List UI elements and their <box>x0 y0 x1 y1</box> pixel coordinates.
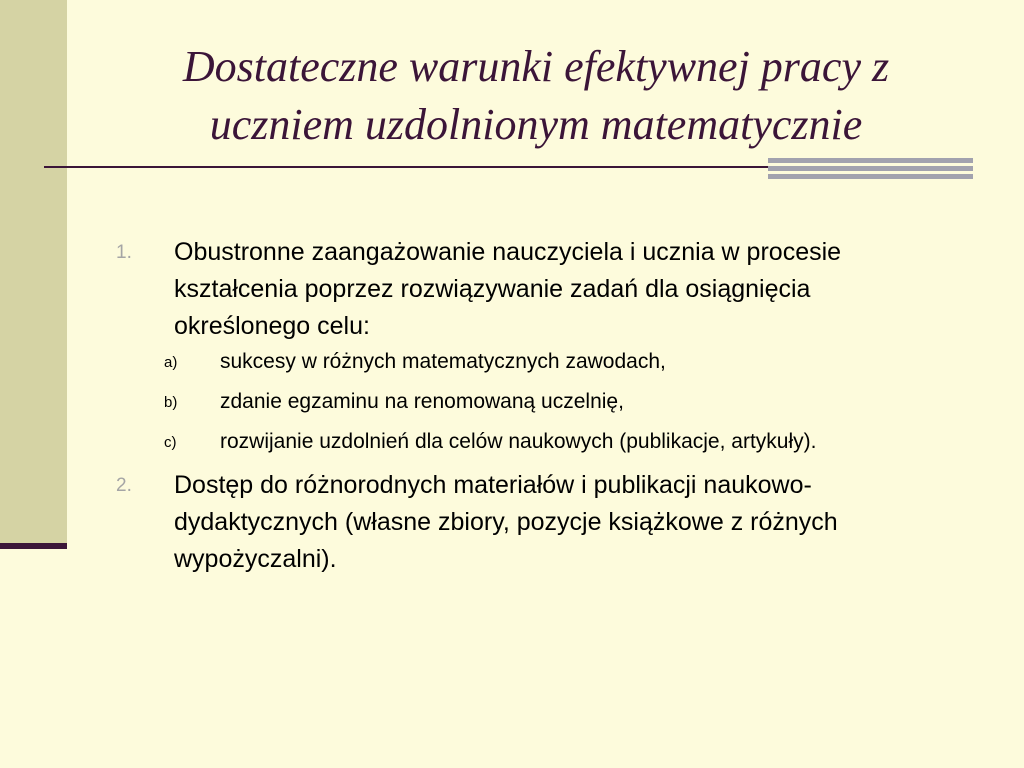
title-underline <box>44 166 768 168</box>
title-line-2: uczniem uzdolnionym matematycznie <box>209 100 863 149</box>
list-item-2-text: Dostęp do różnorodnych materiałów i publikacji naukowo-dydaktycznych (własne zbiory, pozycje książkowe z różnych wypożyczalni). <box>174 471 838 573</box>
sub-item-b <box>110 387 940 417</box>
sub-item-a-text: sukcesy w różnych matematycznych zawodach, <box>220 350 666 373</box>
slide-title <box>96 38 976 154</box>
title-line-1: Dostateczne warunki efektywnej pracy z <box>182 42 890 91</box>
decorative-grey-bars <box>768 158 973 179</box>
list-item-1-text: Obustronne zaangażowanie nauczyciela i ucznia w procesie kształcenia poprzez rozwiązywanie zadań dla osiągnięcia określonego celu: <box>174 238 842 340</box>
grey-bar-2 <box>768 166 973 171</box>
sub-letter-a: a) <box>164 354 178 371</box>
sub-letter-c: c) <box>164 434 177 451</box>
side-accent-line <box>0 543 67 549</box>
list-number-1: 1. <box>116 242 132 263</box>
sub-list <box>110 347 940 457</box>
list-number-2: 2. <box>116 475 132 496</box>
grey-bar-3 <box>768 174 973 179</box>
list-item-1 <box>110 234 940 345</box>
sub-item-c-text: rozwijanie uzdolnień dla celów naukowych (publikacje, artykuły). <box>220 430 817 453</box>
list-item-2 <box>110 467 940 578</box>
side-decorative-bar <box>0 0 67 545</box>
slide-content <box>110 234 940 578</box>
grey-bar-1 <box>768 158 973 163</box>
sub-item-c <box>110 427 940 457</box>
sub-item-a <box>110 347 940 377</box>
sub-item-b-text: zdanie egzaminu na renomowaną uczelnię, <box>220 390 624 413</box>
sub-letter-b: b) <box>164 394 178 411</box>
